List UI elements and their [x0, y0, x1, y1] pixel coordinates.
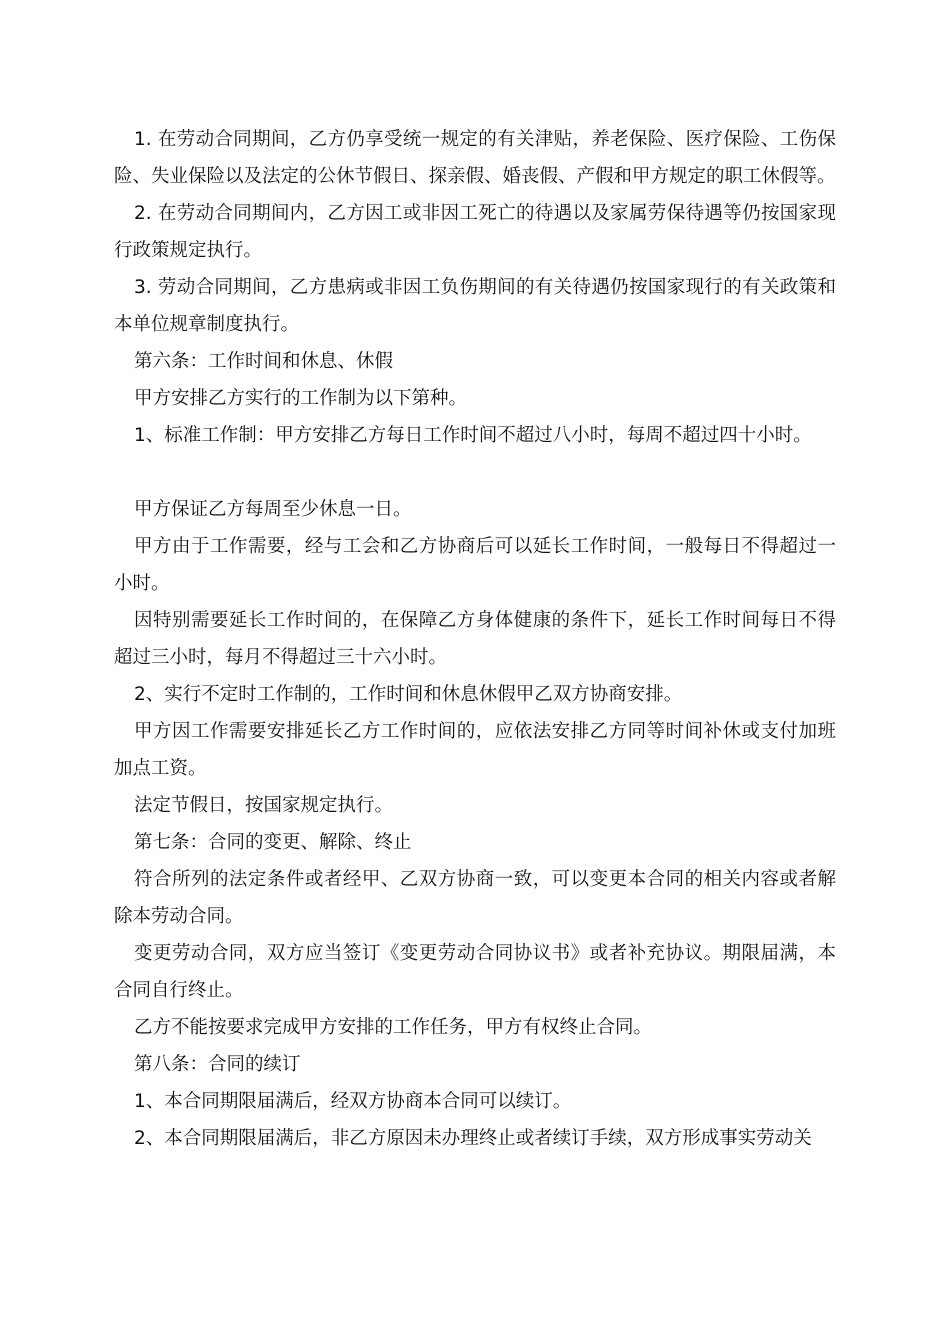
paragraph-change-agreement: 变更劳动合同，双方应当签订《变更劳动合同协议书》或者补充协议。期限届满，本合同自行终止。: [114, 943, 836, 1001]
section-heading-article-8: 第八条：合同的续订: [134, 1054, 301, 1075]
paragraph-holidays: 法定节假日，按国家规定执行。: [134, 795, 394, 816]
paragraph-de-facto-relation: 2、本合同期限届满后，非乙方原因未办理终止或者续订手续，双方形成事实劳动关: [134, 1128, 812, 1149]
paragraph-standard-hours: 1、标准工作制：甲方安排乙方每日工作时间不超过八小时，每周不超过四十小时。: [134, 425, 812, 446]
paragraph-overtime-special: 因特别需要延长工作时间的，在保障乙方身体健康的条件下，延长工作时间每日不得超过三小时，每月不得超过三十六小时。: [114, 610, 836, 668]
paragraph-overtime-compensation: 甲方因工作需要安排延长乙方工作时间的，应依法安排乙方同等时间补休或支付加班加点工资。: [114, 721, 836, 779]
paragraph-sick-leave: 3. 劳动合同期间，乙方患病或非因工负伤期间的有关待遇仍按国家现行的有关政策和本单位规章制度执行。: [114, 277, 836, 335]
paragraph-contract-change: 符合所列的法定条件或者经甲、乙双方协商一致，可以变更本合同的相关内容或者解除本劳动合同。: [114, 869, 836, 927]
paragraph-death-benefits: 2. 在劳动合同期间内，乙方因工或非因工死亡的待遇以及家属劳保待遇等仍按国家现行政策规定执行。: [114, 203, 836, 261]
paragraph-renewal: 1、本合同期限届满后，经双方协商本合同可以续订。: [134, 1091, 572, 1112]
paragraph-flexible-hours: 2、实行不定时工作制的，工作时间和休息休假甲乙双方协商安排。: [134, 684, 683, 705]
blank-line: [114, 454, 836, 491]
paragraph-overtime-daily: 甲方由于工作需要，经与工会和乙方协商后可以延长工作时间，一般每日不得超过一小时。: [114, 536, 836, 594]
paragraph-termination-right: 乙方不能按要求完成甲方安排的工作任务，甲方有权终止合同。: [134, 1017, 653, 1038]
paragraph-weekly-rest: 甲方保证乙方每周至少休息一日。: [134, 499, 412, 520]
paragraph-work-system: 甲方安排乙方实行的工作制为以下第种。: [134, 388, 468, 409]
document-body: [114, 121, 836, 1157]
section-heading-article-7: 第七条：合同的变更、解除、终止: [134, 832, 412, 853]
section-heading-article-6: 第六条：工作时间和休息、休假: [134, 351, 394, 372]
paragraph-benefits: 1. 在劳动合同期间，乙方仍享受统一规定的有关津贴，养老保险、医疗保险、工伤保险、失业保险以及法定的公休节假日、探亲假、婚丧假、产假和甲方规定的职工休假等。: [114, 129, 836, 187]
